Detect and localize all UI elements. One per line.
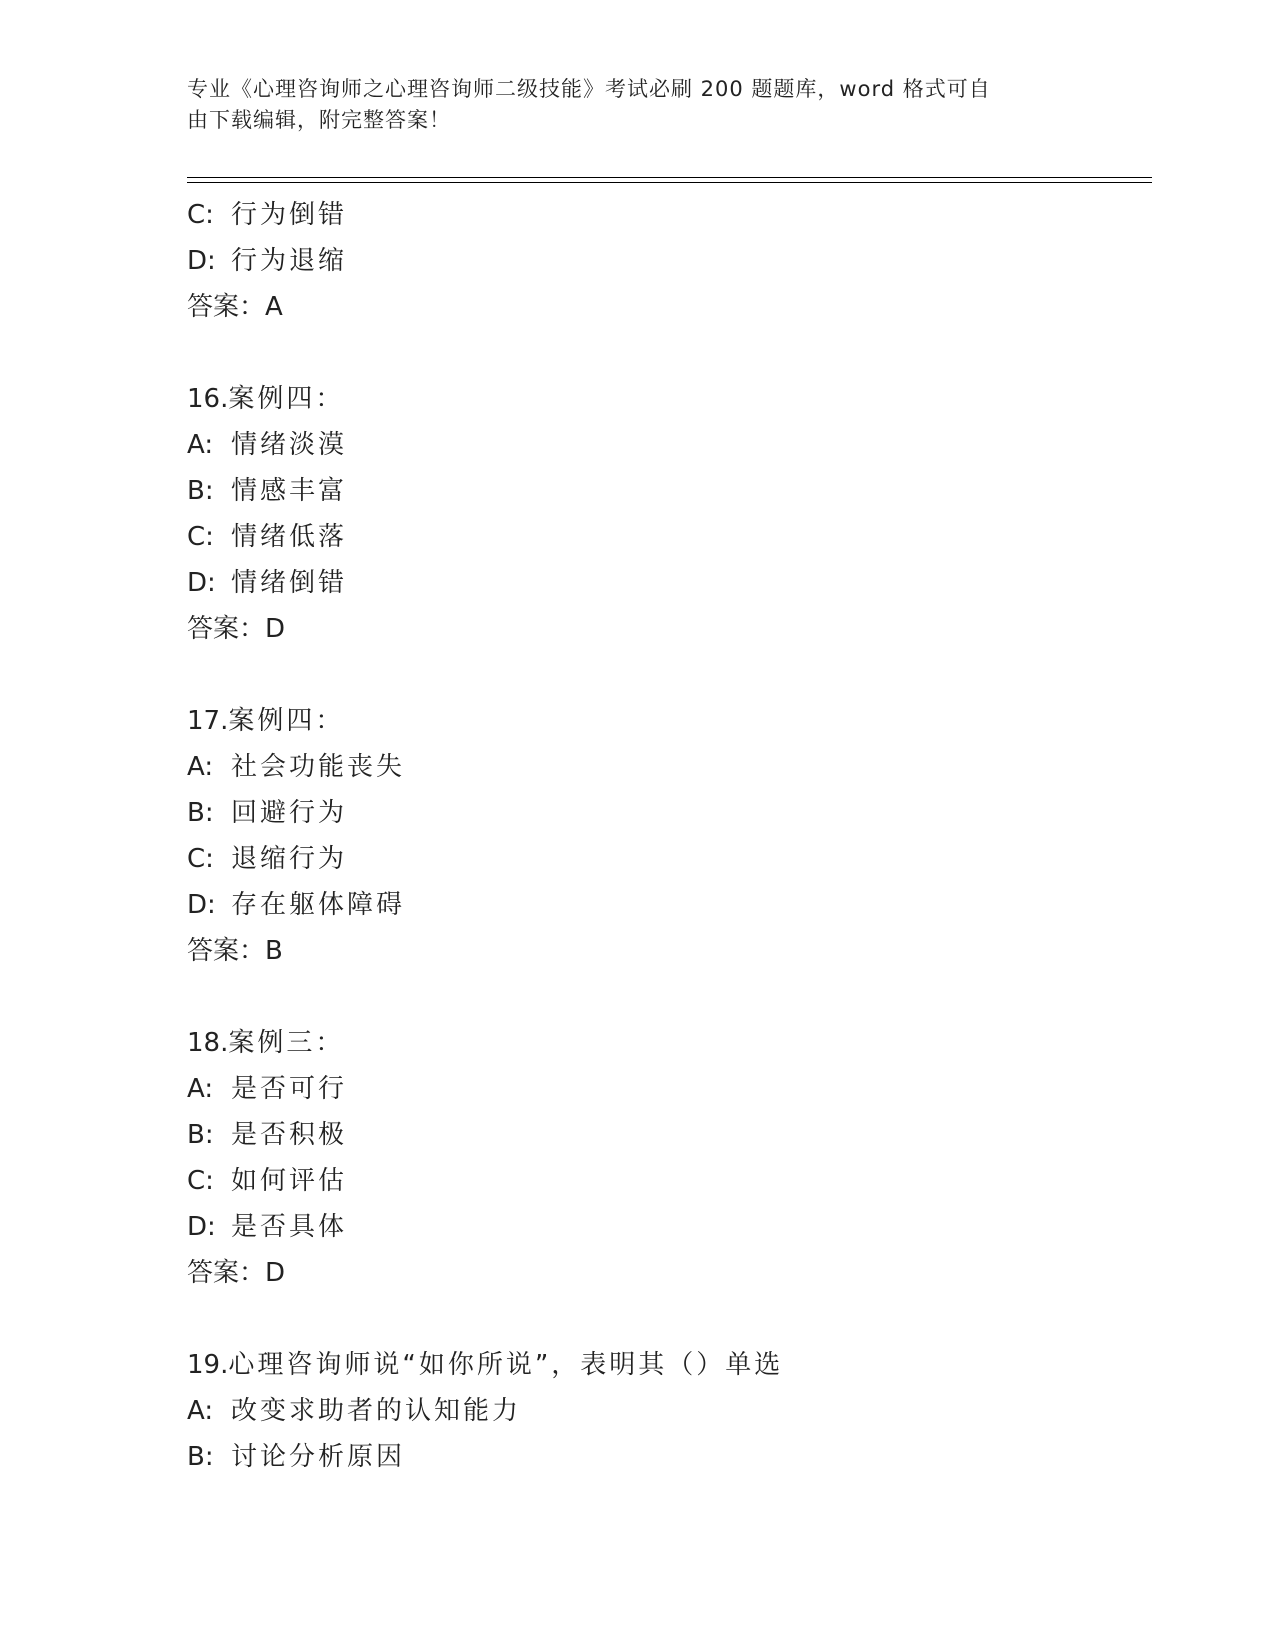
question-text: 案例四：	[228, 384, 345, 414]
question-19	[187, 1342, 1147, 1480]
option-letter: B:	[187, 1120, 214, 1150]
option-line	[187, 1204, 1147, 1250]
question-text: 心理咨询师说“如你所说”，表明其（）单选	[228, 1350, 784, 1380]
header-rule-top	[187, 177, 1152, 178]
question-number: 19.	[187, 1350, 229, 1380]
header-rule-bottom	[187, 182, 1152, 183]
option-text: 行为退缩	[231, 246, 348, 276]
option-line	[187, 882, 1147, 928]
option-line	[187, 790, 1147, 836]
answer-line: 答案：B	[187, 936, 283, 966]
option-text: 是否积极	[231, 1120, 348, 1150]
question-16	[187, 376, 1147, 652]
option-letter: C:	[187, 1166, 214, 1196]
question-number: 18.	[187, 1028, 229, 1058]
option-letter: A:	[187, 752, 214, 782]
option-letter: D:	[187, 568, 216, 598]
option-text: 社会功能丧失	[231, 752, 406, 782]
option-letter: C:	[187, 522, 214, 552]
partial-question	[187, 192, 1147, 330]
option-text: 改变求助者的认知能力	[231, 1396, 522, 1426]
question-stem	[187, 376, 1147, 422]
option-text: 是否具体	[231, 1212, 348, 1242]
option-text: 情感丰富	[231, 476, 348, 506]
option-line	[187, 514, 1147, 560]
option-text: 情绪倒错	[231, 568, 348, 598]
option-letter: A:	[187, 1396, 214, 1426]
option-line	[187, 744, 1147, 790]
header-line-1: 专业《心理咨询师之心理咨询师二级技能》考试必刷 200 题题库，word 格式可自	[187, 77, 991, 101]
question-stem	[187, 698, 1147, 744]
option-letter: D:	[187, 1212, 216, 1242]
option-text: 讨论分析原因	[231, 1442, 406, 1472]
question-number: 16.	[187, 384, 229, 414]
question-text: 案例四：	[228, 706, 345, 736]
question-number: 17.	[187, 706, 229, 736]
option-letter: C:	[187, 844, 214, 874]
option-line	[187, 1434, 1147, 1480]
option-text: 退缩行为	[231, 844, 348, 874]
option-letter: A:	[187, 1074, 214, 1104]
question-stem	[187, 1020, 1147, 1066]
option-line	[187, 560, 1147, 606]
option-text: 情绪低落	[231, 522, 348, 552]
option-line	[187, 1388, 1147, 1434]
question-stem	[187, 1342, 1147, 1388]
option-letter: B:	[187, 476, 214, 506]
option-line	[187, 1066, 1147, 1112]
option-line	[187, 1158, 1147, 1204]
option-text: 回避行为	[231, 798, 348, 828]
option-line	[187, 836, 1147, 882]
option-letter: D:	[187, 890, 216, 920]
option-text: 如何评估	[231, 1166, 348, 1196]
option-letter: D:	[187, 246, 216, 276]
answer-line: 答案：A	[187, 292, 283, 322]
answer-line: 答案：D	[187, 1258, 286, 1288]
question-text: 案例三：	[228, 1028, 345, 1058]
option-letter: B:	[187, 798, 214, 828]
option-line	[187, 192, 1147, 238]
question-list	[187, 192, 1147, 1480]
option-letter: B:	[187, 1442, 214, 1472]
option-line	[187, 1112, 1147, 1158]
document-header	[187, 74, 1067, 136]
option-text: 行为倒错	[231, 200, 348, 230]
header-line-2: 由下载编辑，附完整答案！	[187, 108, 451, 132]
question-18	[187, 1020, 1147, 1296]
answer-line: 答案：D	[187, 614, 286, 644]
question-17	[187, 698, 1147, 974]
option-line	[187, 422, 1147, 468]
option-text: 是否可行	[231, 1074, 348, 1104]
option-letter: C:	[187, 200, 214, 230]
option-line	[187, 468, 1147, 514]
option-text: 情绪淡漠	[231, 430, 348, 460]
option-line	[187, 238, 1147, 284]
option-text: 存在躯体障碍	[231, 890, 406, 920]
option-letter: A:	[187, 430, 214, 460]
